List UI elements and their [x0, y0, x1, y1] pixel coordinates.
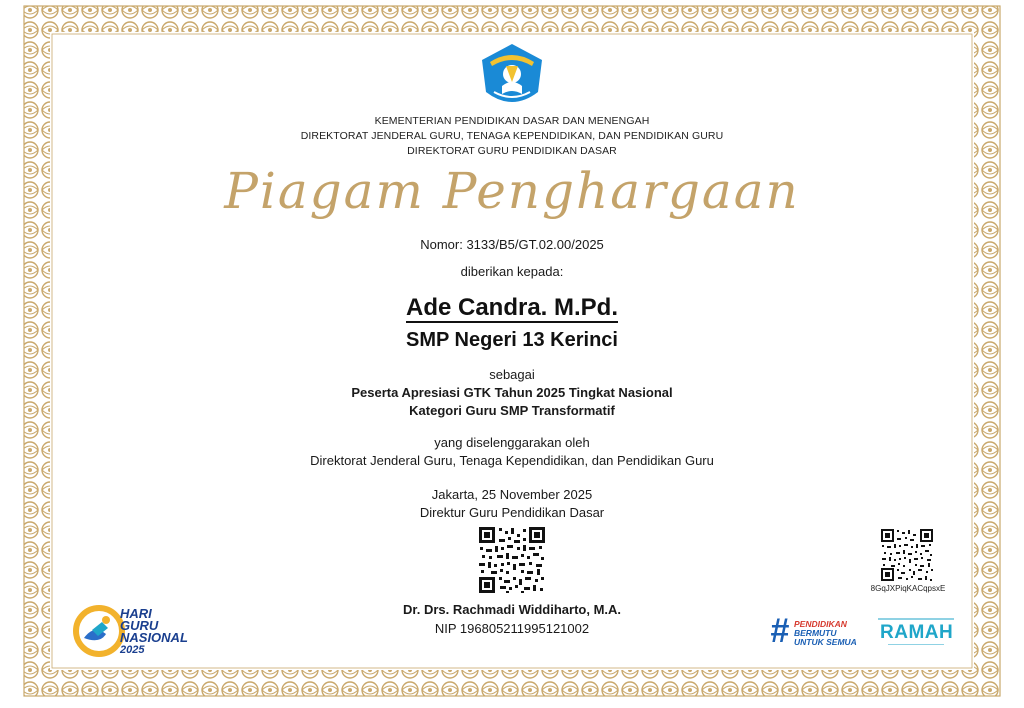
ramah-top-line: [878, 618, 954, 620]
place-date: Jakarta, 25 November 2025: [431, 487, 593, 502]
as-label: sebagai: [489, 367, 535, 382]
organizer-name: Direktorat Jenderal Guru, Tenaga Kependidikan, dan Pendidikan Guru: [310, 453, 714, 468]
recipient-name: Ade Candra. M.Pd.: [405, 294, 619, 321]
ministry-name: KEMENTERIAN PENDIDIKAN DASAR DAN MENENGAH: [374, 115, 650, 127]
role-line-2: Kategori Guru SMP Transformatif: [409, 403, 615, 418]
hgn-line-2: GURU: [120, 618, 159, 633]
signer-name: Dr. Drs. Rachmadi Widdiharto, M.A.: [402, 602, 622, 617]
hgn-year: 2025: [120, 644, 145, 656]
ramah-wordmark: RAMAH: [880, 622, 954, 643]
hari-guru-nasional-logo: [72, 604, 202, 658]
directorate-name: DIREKTORAT GURU PENDIDIKAN DASAR: [407, 145, 617, 157]
pbus-line-1: PENDIDIKAN: [794, 619, 847, 629]
pbus-line-3: UNTUK SEMUA: [794, 637, 857, 647]
signature-qr-code: [477, 525, 547, 595]
pbus-line-2: BERMUTU: [794, 628, 837, 638]
hgn-line-3: NASIONAL: [120, 630, 188, 645]
signer-nip: NIP 196805211995121002: [434, 621, 590, 636]
signer-title: Direktur Guru Pendidikan Dasar: [419, 505, 605, 520]
directorate-general-name: DIREKTORAT JENDERAL GURU, TENAGA KEPENDIDIKAN, DAN PENDIDIKAN GURU: [300, 130, 724, 142]
verification-qr-code: [880, 528, 934, 582]
hari-guru-nasional-emblem-icon: [72, 604, 126, 658]
given-to-label: diberikan kepada:: [460, 264, 564, 279]
ramah-logo: [878, 616, 958, 648]
role-line-1: Peserta Apresiasi GTK Tahun 2025 Tingkat Nasional: [351, 385, 673, 400]
certificate-number: Nomor: 3133/B5/GT.02.00/2025: [420, 237, 604, 252]
recipient-school: SMP Negeri 13 Kerinci: [406, 329, 618, 351]
ramah-bottom-line: [888, 644, 944, 645]
tut-wuri-handayani-emblem-icon: [476, 42, 548, 110]
pendidikan-bermutu-logo: [770, 614, 870, 650]
recipient-name-wrapper: [0, 294, 1024, 322]
certificate-title: Piagam Penghargaan: [224, 162, 800, 220]
hashtag-icon: #: [770, 612, 789, 650]
hgn-line-1: HARI: [120, 606, 152, 621]
verification-code: 8GqJXPiqKACqpsxE: [870, 584, 946, 593]
organizer-label: yang diselenggarakan oleh: [434, 435, 590, 450]
